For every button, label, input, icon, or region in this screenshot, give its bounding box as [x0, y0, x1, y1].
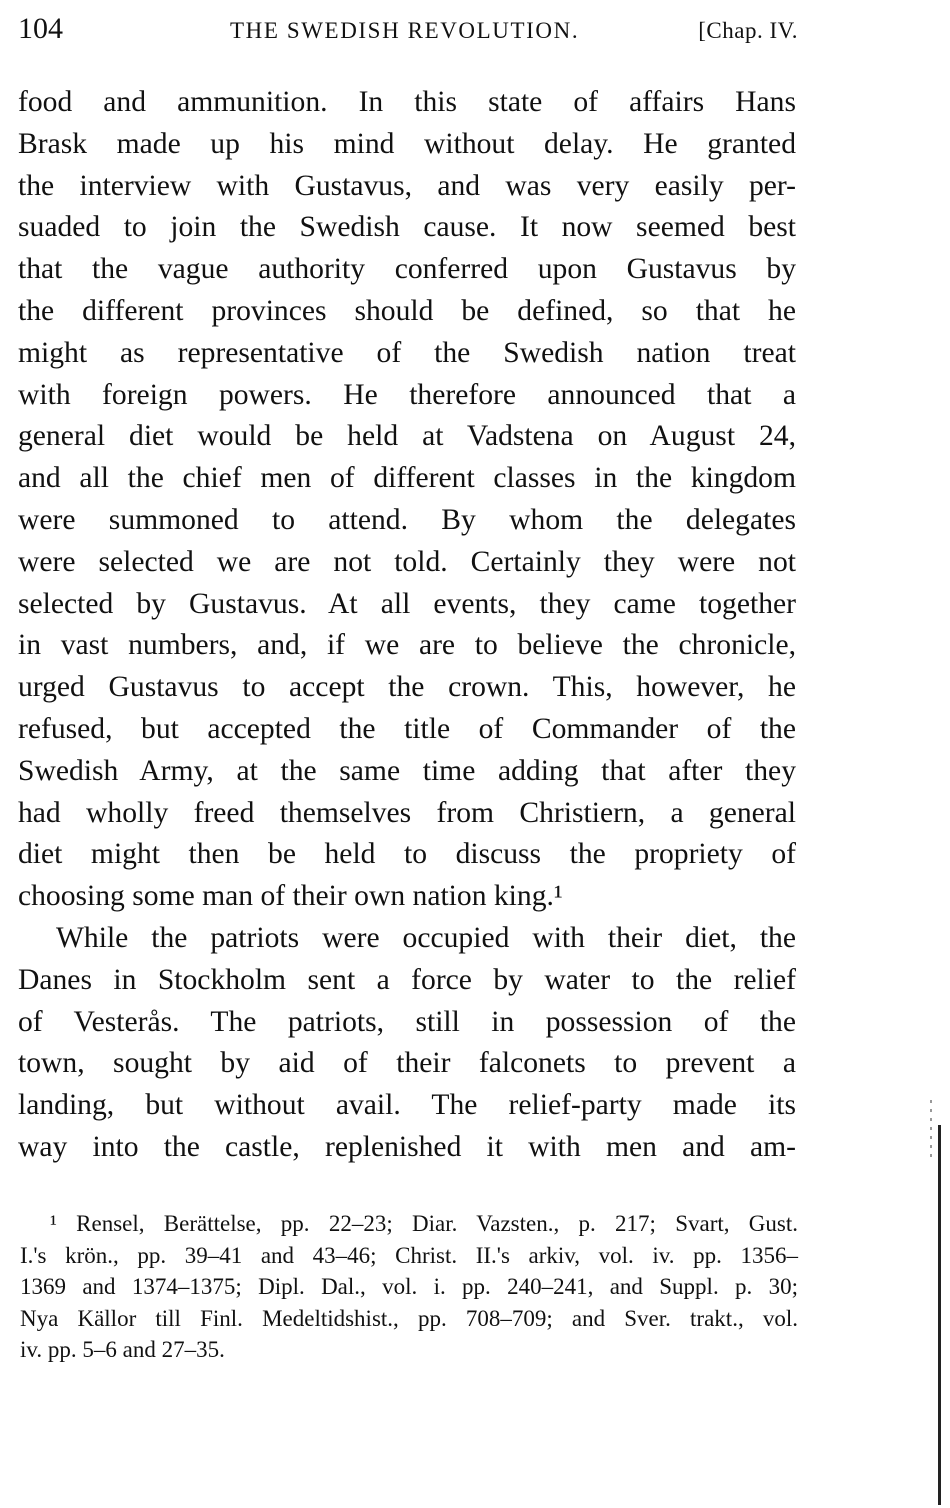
footnote-line: iv. pp. 5–6 and 27–35. — [20, 1337, 225, 1362]
chapter-label: [Chap. IV. — [698, 18, 798, 43]
scan-edge-shadow — [938, 1125, 941, 1505]
body-line: general diet would be held at Vadstena on August 24, — [18, 420, 796, 453]
body-line: of Vesterås. The patriots, still in possession of the — [18, 1005, 796, 1038]
body-line: and all the chief men of different classes in the kingdom — [18, 462, 796, 495]
body-line: way into the castle, replenished it with men and am- — [18, 1130, 796, 1163]
body-line: in vast numbers, and, if we are to believe the chronicle, — [18, 629, 796, 662]
body-line: town, sought by aid of their falconets to prevent a — [18, 1047, 796, 1080]
body-line: selected by Gustavus. At all events, they came together — [18, 587, 796, 620]
body-line: might as representative of the Swedish nation treat — [18, 336, 796, 369]
footnote-line: ¹ Rensel, Berättelse, pp. 22–23; Diar. Vazsten., p. 217; Svart, Gust. — [50, 1211, 798, 1236]
body-line: diet might then be held to discuss the propriety of — [18, 838, 796, 871]
body-line: that the vague authority conferred upon Gustavus by — [18, 253, 796, 286]
body-line: urged Gustavus to accept the crown. This, however, he — [18, 671, 796, 704]
running-title: THE SWEDISH REVOLUTION. — [230, 18, 580, 43]
body-line: landing, but without avail. The relief-party made its — [18, 1089, 796, 1122]
body-line: were summoned to attend. By whom the delegates — [18, 503, 796, 536]
body-line: food and ammunition. In this state of affairs Hans — [18, 86, 796, 118]
body-line: choosing some man of their own nation king.¹ — [18, 880, 563, 913]
body-line: Brask made up his mind without delay. He granted — [18, 127, 796, 160]
body-line: suaded to join the Swedish cause. It now seemed best — [18, 211, 796, 244]
body-text — [18, 82, 796, 1169]
body-line: While the patriots were occupied with their diet, the — [56, 921, 796, 954]
footnote — [20, 1208, 798, 1366]
scan-edge-speckle — [930, 1100, 932, 1160]
body-line: the different provinces should be defined, so that he — [18, 294, 796, 327]
running-header — [18, 12, 798, 52]
body-line: refused, but accepted the title of Commander of the — [18, 712, 796, 745]
footnote-line: I.'s krön., pp. 39–41 and 43–46; Christ. II.'s arkiv, vol. iv. pp. 1356– — [20, 1242, 798, 1268]
body-line: were selected we are not told. Certainly they were not — [18, 545, 796, 578]
body-line: Danes in Stockholm sent a force by water to the relief — [18, 963, 796, 996]
page-number: 104 — [18, 12, 63, 45]
body-line: Swedish Army, at the same time adding that after they — [18, 754, 796, 787]
body-line: the interview with Gustavus, and was very easily per- — [18, 169, 796, 202]
footnote-line: Nya Källor till Finl. Medeltidshist., pp. 708–709; and Sver. trakt., vol. — [20, 1305, 798, 1331]
body-line: had wholly freed themselves from Christiern, a general — [18, 796, 796, 829]
body-line: with foreign powers. He therefore announced that a — [18, 378, 796, 411]
footnote-line: 1369 and 1374–1375; Dipl. Dal., vol. i. pp. 240–241, and Suppl. p. 30; — [20, 1274, 798, 1299]
